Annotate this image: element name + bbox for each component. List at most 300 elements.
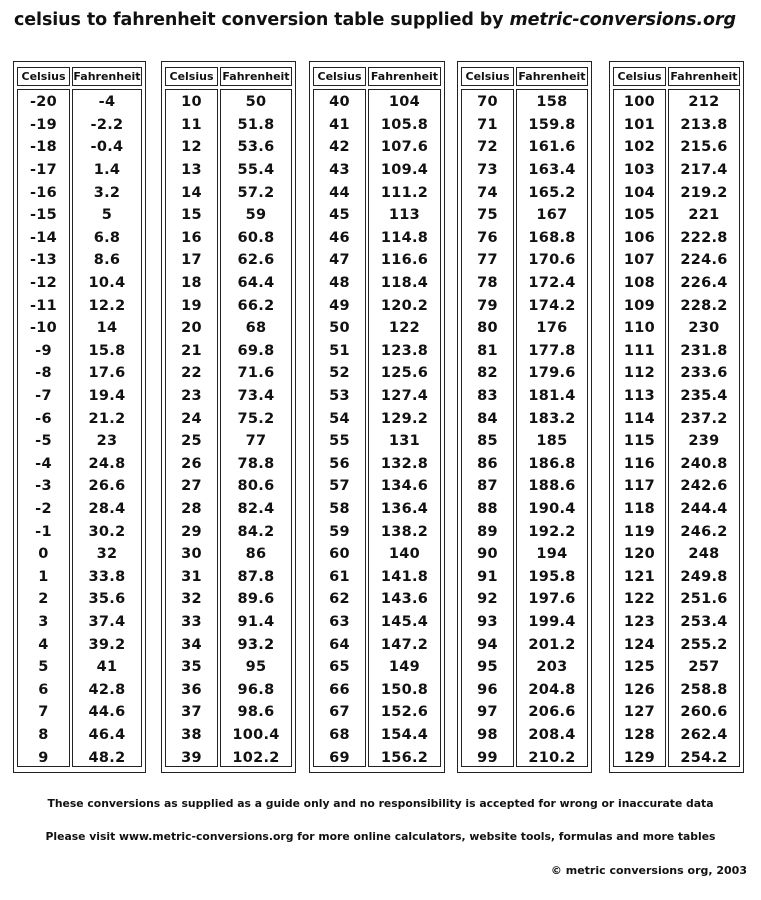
celsius-cell: 82 — [477, 365, 498, 382]
fahrenheit-cell: 96.8 — [237, 681, 275, 698]
celsius-cell: -16 — [29, 184, 58, 201]
celsius-cell: 53 — [329, 388, 350, 405]
celsius-cell: 70 — [477, 94, 498, 111]
celsius-cell: 64 — [329, 636, 350, 653]
fahrenheit-cell: 107.6 — [380, 139, 429, 156]
celsius-cell: 129 — [623, 749, 656, 766]
celsius-cell: 81 — [477, 342, 498, 359]
fahrenheit-cell: 163.4 — [528, 162, 576, 179]
fahrenheit-cell: 28.4 — [88, 501, 126, 518]
celsius-cell: -9 — [35, 342, 52, 359]
celsius-cell: 108 — [623, 275, 656, 292]
celsius-cell: 40 — [329, 94, 350, 111]
fahrenheit-column — [368, 89, 441, 767]
celsius-cell: 31 — [181, 568, 202, 585]
fahrenheit-cell: 161.6 — [528, 139, 576, 156]
fahrenheit-cell: 136.4 — [380, 501, 429, 518]
fahrenheit-cell: 244.4 — [680, 501, 728, 518]
fahrenheit-cell: 215.6 — [680, 139, 728, 156]
celsius-cell: 84 — [477, 410, 498, 427]
celsius-cell: 59 — [329, 523, 350, 540]
fahrenheit-cell: 105.8 — [380, 116, 429, 133]
celsius-cell: 63 — [329, 614, 350, 631]
celsius-cell: 2 — [38, 591, 49, 608]
fahrenheit-cell: 203 — [536, 659, 568, 676]
celsius-cell: 45 — [329, 207, 350, 224]
fahrenheit-cell: 156.2 — [380, 749, 429, 766]
celsius-cell: 10 — [181, 94, 202, 111]
fahrenheit-cell: 176 — [536, 320, 568, 337]
celsius-cell: -12 — [29, 275, 58, 292]
celsius-cell: 111 — [623, 342, 656, 359]
fahrenheit-cell: 87.8 — [237, 568, 275, 585]
celsius-cell: 8 — [38, 727, 49, 744]
fahrenheit-cell: 199.4 — [528, 614, 576, 631]
fahrenheit-cell: 116.6 — [380, 252, 429, 269]
celsius-column — [461, 89, 514, 767]
fahrenheit-cell: 21.2 — [88, 410, 126, 427]
celsius-cell: 109 — [623, 297, 656, 314]
fahrenheit-cell: 170.6 — [528, 252, 576, 269]
fahrenheit-cell: 222.8 — [680, 229, 728, 246]
fahrenheit-cell: 118.4 — [380, 275, 429, 292]
fahrenheit-cell: 248 — [688, 546, 720, 563]
fahrenheit-column — [72, 89, 142, 767]
fahrenheit-cell: 114.8 — [380, 229, 429, 246]
celsius-cell: -4 — [35, 455, 52, 472]
fahrenheit-cell: 123.8 — [380, 342, 429, 359]
fahrenheit-cell: 154.4 — [380, 727, 429, 744]
celsius-column-header: Celsius — [613, 67, 666, 86]
celsius-cell: 51 — [329, 342, 350, 359]
fahrenheit-column — [668, 89, 740, 767]
fahrenheit-cell: 80.6 — [237, 478, 275, 495]
fahrenheit-cell: 217.4 — [680, 162, 728, 179]
fahrenheit-cell: 84.2 — [237, 523, 275, 540]
celsius-cell: 34 — [181, 636, 202, 653]
celsius-cell: 123 — [623, 614, 656, 631]
fahrenheit-cell: 230 — [688, 320, 720, 337]
fahrenheit-cell: 260.6 — [680, 704, 728, 721]
fahrenheit-cell: 190.4 — [528, 501, 576, 518]
celsius-cell: 57 — [329, 478, 350, 495]
disclaimer-text: These conversions as supplied as a guide only and no responsibility is accepted for wrong or inaccurate data — [47, 797, 714, 810]
celsius-cell: 22 — [181, 365, 202, 382]
celsius-cell: 33 — [181, 614, 202, 631]
fahrenheit-cell: 91.4 — [237, 614, 275, 631]
fahrenheit-cell: 8.6 — [93, 252, 121, 269]
celsius-cell: 78 — [477, 275, 498, 292]
fahrenheit-cell: 192.2 — [528, 523, 576, 540]
celsius-cell: 122 — [623, 591, 656, 608]
celsius-column — [313, 89, 366, 767]
fahrenheit-cell: 132.8 — [380, 455, 429, 472]
fahrenheit-cell: 3.2 — [93, 184, 121, 201]
fahrenheit-cell: 24.8 — [88, 455, 126, 472]
fahrenheit-cell: 111.2 — [380, 184, 429, 201]
celsius-cell: 1 — [38, 568, 49, 585]
fahrenheit-cell: 78.8 — [237, 455, 275, 472]
celsius-column — [17, 89, 70, 767]
celsius-cell: 112 — [623, 365, 656, 382]
celsius-cell: 124 — [623, 636, 656, 653]
fahrenheit-cell: 150.8 — [380, 681, 429, 698]
fahrenheit-cell: 183.2 — [528, 410, 576, 427]
fahrenheit-cell: 32 — [96, 546, 118, 563]
celsius-cell: 14 — [181, 184, 202, 201]
celsius-cell: 15 — [181, 207, 202, 224]
celsius-cell: 115 — [623, 433, 656, 450]
celsius-cell: -19 — [29, 116, 58, 133]
celsius-column-header: Celsius — [313, 67, 366, 86]
celsius-cell: 56 — [329, 455, 350, 472]
celsius-cell: -13 — [29, 252, 58, 269]
celsius-cell: 30 — [181, 546, 202, 563]
celsius-cell: 95 — [477, 659, 498, 676]
celsius-cell: 66 — [329, 681, 350, 698]
celsius-cell: -7 — [35, 388, 52, 405]
celsius-cell: 118 — [623, 501, 656, 518]
celsius-cell: 85 — [477, 433, 498, 450]
fahrenheit-cell: 120.2 — [380, 297, 429, 314]
fahrenheit-cell: 219.2 — [680, 184, 728, 201]
celsius-cell: 106 — [623, 229, 656, 246]
visit-website-text: Please visit www.metric-conversions.org for more online calculators, website tools, formulas and more tables — [45, 830, 716, 843]
celsius-cell: 29 — [181, 523, 202, 540]
celsius-cell: 50 — [329, 320, 350, 337]
fahrenheit-cell: 75.2 — [237, 410, 275, 427]
celsius-cell: 80 — [477, 320, 498, 337]
fahrenheit-cell: 195.8 — [528, 568, 576, 585]
celsius-cell: 54 — [329, 410, 350, 427]
fahrenheit-cell: 253.4 — [680, 614, 728, 631]
fahrenheit-cell: 98.6 — [237, 704, 275, 721]
celsius-cell: 39 — [181, 749, 202, 766]
celsius-cell: 49 — [329, 297, 350, 314]
celsius-cell: 12 — [181, 139, 202, 156]
fahrenheit-cell: 129.2 — [380, 410, 429, 427]
celsius-cell: 26 — [181, 455, 202, 472]
celsius-cell: 69 — [329, 749, 350, 766]
fahrenheit-column-header: Fahrenheit — [516, 67, 588, 86]
fahrenheit-cell: 210.2 — [528, 749, 576, 766]
celsius-cell: 27 — [181, 478, 202, 495]
celsius-cell: 74 — [477, 184, 498, 201]
celsius-cell: 76 — [477, 229, 498, 246]
fahrenheit-cell: -4 — [98, 94, 116, 111]
celsius-cell: 128 — [623, 727, 656, 744]
fahrenheit-cell: 181.4 — [528, 388, 576, 405]
celsius-cell: 11 — [181, 116, 202, 133]
celsius-cell: 61 — [329, 568, 350, 585]
fahrenheit-cell: 17.6 — [88, 365, 126, 382]
fahrenheit-cell: 158 — [536, 94, 568, 111]
fahrenheit-cell: 201.2 — [528, 636, 576, 653]
conversion-table — [161, 61, 296, 773]
fahrenheit-cell: 30.2 — [88, 523, 126, 540]
celsius-cell: 94 — [477, 636, 498, 653]
celsius-cell: 43 — [329, 162, 350, 179]
celsius-column — [165, 89, 218, 767]
celsius-cell: 52 — [329, 365, 350, 382]
celsius-cell: 96 — [477, 681, 498, 698]
celsius-cell: 65 — [329, 659, 350, 676]
celsius-cell: 83 — [477, 388, 498, 405]
fahrenheit-cell: 89.6 — [237, 591, 275, 608]
celsius-cell: 100 — [623, 94, 656, 111]
fahrenheit-cell: 185 — [536, 433, 568, 450]
fahrenheit-cell: 212 — [688, 94, 720, 111]
celsius-cell: 97 — [477, 704, 498, 721]
celsius-cell: 46 — [329, 229, 350, 246]
celsius-cell: 68 — [329, 727, 350, 744]
celsius-cell: 48 — [329, 275, 350, 292]
celsius-cell: 7 — [38, 704, 49, 721]
fahrenheit-cell: 231.8 — [680, 342, 728, 359]
fahrenheit-cell: 19.4 — [88, 388, 126, 405]
celsius-cell: 86 — [477, 455, 498, 472]
celsius-cell: -11 — [29, 297, 58, 314]
celsius-cell: 91 — [477, 568, 498, 585]
celsius-cell: 110 — [623, 320, 656, 337]
celsius-cell: 72 — [477, 139, 498, 156]
celsius-cell: 42 — [329, 139, 350, 156]
celsius-cell: 44 — [329, 184, 350, 201]
celsius-cell: 60 — [329, 546, 350, 563]
fahrenheit-cell: 102.2 — [232, 749, 280, 766]
celsius-column-header: Celsius — [165, 67, 218, 86]
fahrenheit-cell: 109.4 — [380, 162, 429, 179]
fahrenheit-column-header: Fahrenheit — [72, 67, 142, 86]
fahrenheit-cell: 53.6 — [237, 139, 275, 156]
fahrenheit-cell: 255.2 — [680, 636, 728, 653]
celsius-cell: 99 — [477, 749, 498, 766]
fahrenheit-cell: 5 — [101, 207, 113, 224]
fahrenheit-cell: 73.4 — [237, 388, 275, 405]
celsius-cell: -17 — [29, 162, 58, 179]
fahrenheit-cell: 15.8 — [88, 342, 126, 359]
fahrenheit-cell: 138.2 — [380, 523, 429, 540]
fahrenheit-cell: 194 — [536, 546, 568, 563]
celsius-cell: 47 — [329, 252, 350, 269]
copyright-text: © metric conversions org, 2003 — [550, 864, 747, 877]
celsius-cell: 21 — [181, 342, 202, 359]
fahrenheit-column — [516, 89, 588, 767]
fahrenheit-cell: 93.2 — [237, 636, 275, 653]
fahrenheit-cell: 213.8 — [680, 116, 728, 133]
celsius-cell: -2 — [35, 501, 52, 518]
conversion-table — [13, 61, 146, 773]
fahrenheit-cell: 12.2 — [88, 297, 126, 314]
celsius-cell: 120 — [623, 546, 656, 563]
celsius-cell: 62 — [329, 591, 350, 608]
fahrenheit-cell: 23 — [96, 433, 118, 450]
fahrenheit-cell: 95 — [245, 659, 267, 676]
celsius-cell: 92 — [477, 591, 498, 608]
fahrenheit-column-header: Fahrenheit — [668, 67, 740, 86]
fahrenheit-cell: 257 — [688, 659, 720, 676]
fahrenheit-cell: 125.6 — [380, 365, 429, 382]
celsius-cell: 4 — [38, 636, 49, 653]
celsius-cell: -20 — [29, 94, 58, 111]
celsius-cell: 79 — [477, 297, 498, 314]
fahrenheit-cell: 258.8 — [680, 681, 728, 698]
celsius-cell: 18 — [181, 275, 202, 292]
celsius-cell: 13 — [181, 162, 202, 179]
fahrenheit-cell: 249.8 — [680, 568, 728, 585]
fahrenheit-cell: 42.8 — [88, 681, 126, 698]
fahrenheit-cell: 168.8 — [528, 229, 576, 246]
fahrenheit-cell: 165.2 — [528, 184, 576, 201]
celsius-cell: 0 — [38, 546, 49, 563]
celsius-cell: 113 — [623, 388, 656, 405]
celsius-cell: -3 — [35, 478, 52, 495]
fahrenheit-cell: 224.6 — [680, 252, 728, 269]
celsius-cell: 102 — [623, 139, 656, 156]
fahrenheit-cell: 197.6 — [528, 591, 576, 608]
fahrenheit-cell: 149 — [388, 659, 421, 676]
fahrenheit-cell: 33.8 — [88, 568, 126, 585]
celsius-column — [613, 89, 666, 767]
fahrenheit-cell: 167 — [536, 207, 568, 224]
fahrenheit-cell: 14 — [96, 320, 118, 337]
fahrenheit-cell: 240.8 — [680, 455, 728, 472]
celsius-cell: 116 — [623, 455, 656, 472]
celsius-cell: 93 — [477, 614, 498, 631]
fahrenheit-cell: 226.4 — [680, 275, 728, 292]
celsius-cell: -15 — [29, 207, 58, 224]
fahrenheit-cell: 100.4 — [232, 727, 280, 744]
celsius-cell: 77 — [477, 252, 498, 269]
celsius-cell: 73 — [477, 162, 498, 179]
celsius-cell: 89 — [477, 523, 498, 540]
fahrenheit-cell: 221 — [688, 207, 720, 224]
celsius-cell: 104 — [623, 184, 656, 201]
fahrenheit-cell: 246.2 — [680, 523, 728, 540]
fahrenheit-cell: 262.4 — [680, 727, 728, 744]
fahrenheit-cell: 188.6 — [528, 478, 576, 495]
celsius-cell: 75 — [477, 207, 498, 224]
celsius-cell: 87 — [477, 478, 498, 495]
fahrenheit-cell: 71.6 — [237, 365, 275, 382]
fahrenheit-cell: 122 — [388, 320, 421, 337]
fahrenheit-cell: 131 — [388, 433, 421, 450]
fahrenheit-cell: 26.6 — [88, 478, 126, 495]
fahrenheit-cell: 37.4 — [88, 614, 126, 631]
fahrenheit-cell: 39.2 — [88, 636, 126, 653]
celsius-cell: -1 — [35, 523, 52, 540]
fahrenheit-cell: 68 — [245, 320, 267, 337]
fahrenheit-cell: 41 — [96, 659, 118, 676]
fahrenheit-cell: 44.6 — [88, 704, 126, 721]
conversion-table — [457, 61, 592, 773]
fahrenheit-cell: 141.8 — [380, 568, 429, 585]
celsius-cell: 88 — [477, 501, 498, 518]
fahrenheit-cell: 66.2 — [237, 297, 275, 314]
fahrenheit-cell: 134.6 — [380, 478, 429, 495]
fahrenheit-cell: 64.4 — [237, 275, 275, 292]
fahrenheit-cell: 35.6 — [88, 591, 126, 608]
fahrenheit-cell: 104 — [388, 94, 421, 111]
celsius-cell: 117 — [623, 478, 656, 495]
celsius-cell: 16 — [181, 229, 202, 246]
fahrenheit-cell: 59 — [245, 207, 267, 224]
fahrenheit-cell: 208.4 — [528, 727, 576, 744]
fahrenheit-cell: 69.8 — [237, 342, 275, 359]
celsius-cell: 55 — [329, 433, 350, 450]
celsius-cell: 58 — [329, 501, 350, 518]
celsius-cell: 20 — [181, 320, 202, 337]
fahrenheit-cell: -2.2 — [90, 116, 124, 133]
fahrenheit-cell: 235.4 — [680, 388, 728, 405]
celsius-cell: 9 — [38, 749, 49, 766]
celsius-cell: 19 — [181, 297, 202, 314]
celsius-cell: 114 — [623, 410, 656, 427]
celsius-cell: 107 — [623, 252, 656, 269]
fahrenheit-cell: 10.4 — [88, 275, 126, 292]
fahrenheit-cell: 152.6 — [380, 704, 429, 721]
fahrenheit-cell: 86 — [245, 546, 267, 563]
fahrenheit-cell: 177.8 — [528, 342, 576, 359]
celsius-cell: -14 — [29, 229, 58, 246]
celsius-cell: 6 — [38, 681, 49, 698]
fahrenheit-cell: 140 — [388, 546, 421, 563]
celsius-cell: 35 — [181, 659, 202, 676]
conversion-table — [309, 61, 445, 773]
conversion-table — [609, 61, 744, 773]
fahrenheit-cell: 242.6 — [680, 478, 728, 495]
fahrenheit-cell: 60.8 — [237, 229, 275, 246]
fahrenheit-cell: 55.4 — [237, 162, 275, 179]
celsius-cell: -6 — [35, 410, 52, 427]
fahrenheit-cell: 172.4 — [528, 275, 576, 292]
title-prefix: celsius to fahrenheit conversion table supplied by — [14, 10, 510, 30]
fahrenheit-cell: 179.6 — [528, 365, 576, 382]
celsius-cell: 17 — [181, 252, 202, 269]
celsius-cell: -18 — [29, 139, 58, 156]
fahrenheit-cell: 51.8 — [237, 116, 275, 133]
celsius-cell: 32 — [181, 591, 202, 608]
celsius-cell: 105 — [623, 207, 656, 224]
title-site-name: metric-conversions.org — [509, 10, 736, 30]
fahrenheit-cell: 46.4 — [88, 727, 126, 744]
celsius-cell: 67 — [329, 704, 350, 721]
fahrenheit-cell: 147.2 — [380, 636, 429, 653]
fahrenheit-cell: 50 — [245, 94, 267, 111]
fahrenheit-cell: 174.2 — [528, 297, 576, 314]
fahrenheit-cell: 127.4 — [380, 388, 429, 405]
celsius-cell: 119 — [623, 523, 656, 540]
fahrenheit-cell: 233.6 — [680, 365, 728, 382]
fahrenheit-cell: 254.2 — [680, 749, 728, 766]
fahrenheit-column-header: Fahrenheit — [220, 67, 292, 86]
fahrenheit-cell: 228.2 — [680, 297, 728, 314]
fahrenheit-cell: 1.4 — [93, 162, 121, 179]
fahrenheit-cell: 251.6 — [680, 591, 728, 608]
celsius-cell: 126 — [623, 681, 656, 698]
fahrenheit-cell: 57.2 — [237, 184, 275, 201]
celsius-cell: 71 — [477, 116, 498, 133]
fahrenheit-cell: 237.2 — [680, 410, 728, 427]
celsius-cell: -10 — [29, 320, 58, 337]
celsius-cell: 24 — [181, 410, 202, 427]
celsius-cell: 38 — [181, 727, 202, 744]
celsius-cell: 5 — [38, 659, 49, 676]
fahrenheit-cell: 62.6 — [237, 252, 275, 269]
fahrenheit-cell: 82.4 — [237, 501, 275, 518]
fahrenheit-cell: 145.4 — [380, 614, 429, 631]
fahrenheit-cell: 186.8 — [528, 455, 576, 472]
